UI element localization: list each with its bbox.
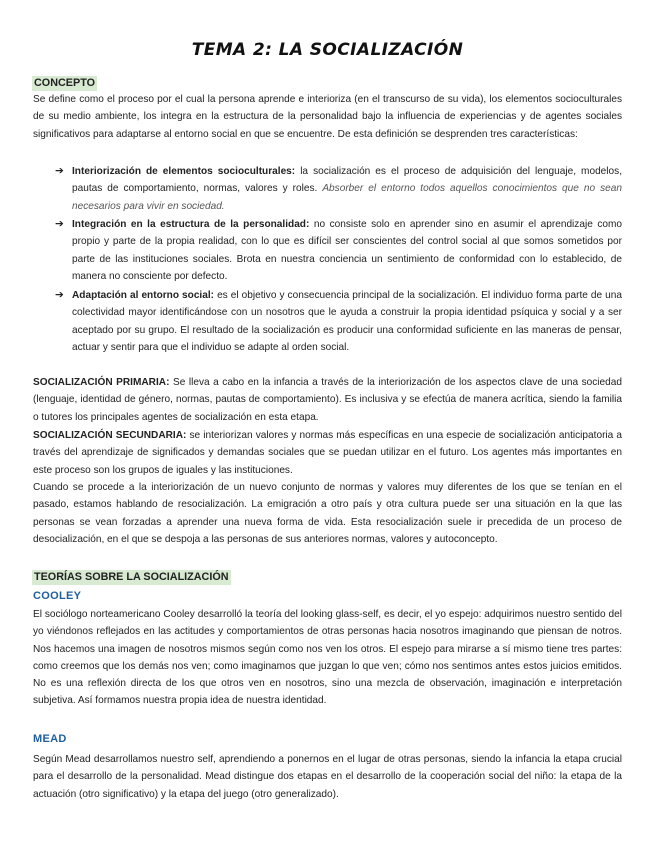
secundaria-text: se interiorizan valores y normas más específicas en una especie de socialización anticipatoria a través del aprendizaje de significados y demandas sociales que se puedan utilizar en el futuro. Los agentes más importantes en este proceso son los grupos de iguales y las instituciones. [33,430,622,476]
teorias-heading: TEORÍAS SOBRE LA SOCIALIZACIÓN [34,571,229,583]
mead-paragraph: Según Mead desarrollamos nuestro self, aprendiendo a ponernos en el lugar de otras personas, siendo la infancia la etapa crucial para el desarrollo de la personalidad. Mead distingue dos etapas en el desarrollo de la cooperación social del niño: la etapa de la actuación (otro significativo) y la etapa del juego (otro generalizado). [33,754,622,800]
concepto-item [72,216,622,285]
arrow-bullet-icon: ➔ [55,218,64,230]
primaria-text: Se lleva a cabo en la infancia a través de la interiorización de los aspectos clave de una sociedad (lenguaje, identidad de género, normas, pautas de comportamiento). Es inclusiva y se efectúa de manera acrítica, siendo la familia o tutores los principales agentes de socialización en esta etapa. [33,377,622,423]
socializacion-primaria [33,374,622,426]
mead-heading: MEAD [33,733,67,745]
cooley-heading: COOLEY [33,590,82,602]
item-text: es el objetivo y consecuencia principal de la socialización. El individuo forma parte de una colectividad mayor identificándose con un nosotros que le ayuda a construir la propia identidad psíquica y social y a ser aceptado por su grupo. El resultado de la socialización es producir una conformidad suficiente en las maneras de pensar, actuar y sentir para que el individuo se adapte al orden social. [72,290,622,353]
item-italic: Absorber el entorno todos aquellos conocimientos que no sean necesarios para vivir en sociedad. [72,183,622,212]
concepto-item [72,163,622,215]
concepto-item [72,287,622,356]
arrow-bullet-icon: ➔ [55,289,64,301]
secundaria-label: SOCIALIZACIÓN SECUNDARIA: [33,430,187,441]
resocializacion-paragraph: Cuando se procede a la interiorización de un nuevo conjunto de normas y valores muy diferentes de los que se tenían en el pasado, estamos hablando de resocialización. La emigración a otro país y otra cultura puede ser una situación en la que las personas se vean forzadas a aprender una nueva forma de vida. Esta resocialización suele ir precedida de un proceso de desocialización, en el que se despoja a las personas de sus anteriores normas, valores y autoconcepto. [33,482,622,545]
item-label: Adaptación al entorno social: [72,290,215,301]
item-text: la socialización es el proceso de adquisición del lenguaje, modelos, pautas de comportamiento, normas, valores y roles. [72,166,623,195]
primaria-label: SOCIALIZACIÓN PRIMARIA: [33,377,170,388]
item-label: Interiorización de elementos socioculturales: [72,166,296,177]
socializacion-secundaria [33,427,622,479]
item-text: no consiste solo en aprender sino en asumir el aprendizaje como propio y parte de la propia realidad, con lo que es difícil ser conscientes del control social al que somos sometidos por parte de las instituciones sociales. Brota en nuestra conciencia un sentimiento de conformidad con lo establecido, de manera no consciente por defecto. [72,219,622,282]
arrow-bullet-icon: ➔ [55,165,64,177]
page-title: TEMA 2: LA SOCIALIZACIÓN [191,40,464,60]
item-label: Integración en la estructura de la personalidad: [72,219,310,230]
concepto-heading: CONCEPTO [34,77,95,89]
cooley-paragraph: El sociólogo norteamericano Cooley desarrolló la teoría del looking glass-self, es decir, el yo espejo: adquirimos nuestro sentido del yo viéndonos reflejados en las actitudes y comportamientos de otras personas hacia nosotros imaginando que piensan de notros. Nos hacemos una imagen de nosotros mismos según como nos ven los otros. El espejo para mirarse a sí mismo tiene tres partes: como creemos que los demás nos ven; como imaginamos que juzgan lo que ven; cómo nos sentimos antes estos juicios emitidos. No es una reflexión directa de los que otros ven en nosotros, sino una mezcla de observación, imaginación e interpretación subjetiva. Así formamos nuestra propia idea de nuestra identidad. [33,609,622,707]
concepto-intro: Se define como el proceso por el cual la persona aprende e interioriza (en el transcurso de su vida), los elementos socioculturales de su medio ambiente, los integra en la estructura de la personalidad bajo la influencia de experiencias y de agentes sociales significativos para adaptarse al entorno social en que se encuentre. De esta definición se desprenden tres características: [33,94,622,140]
